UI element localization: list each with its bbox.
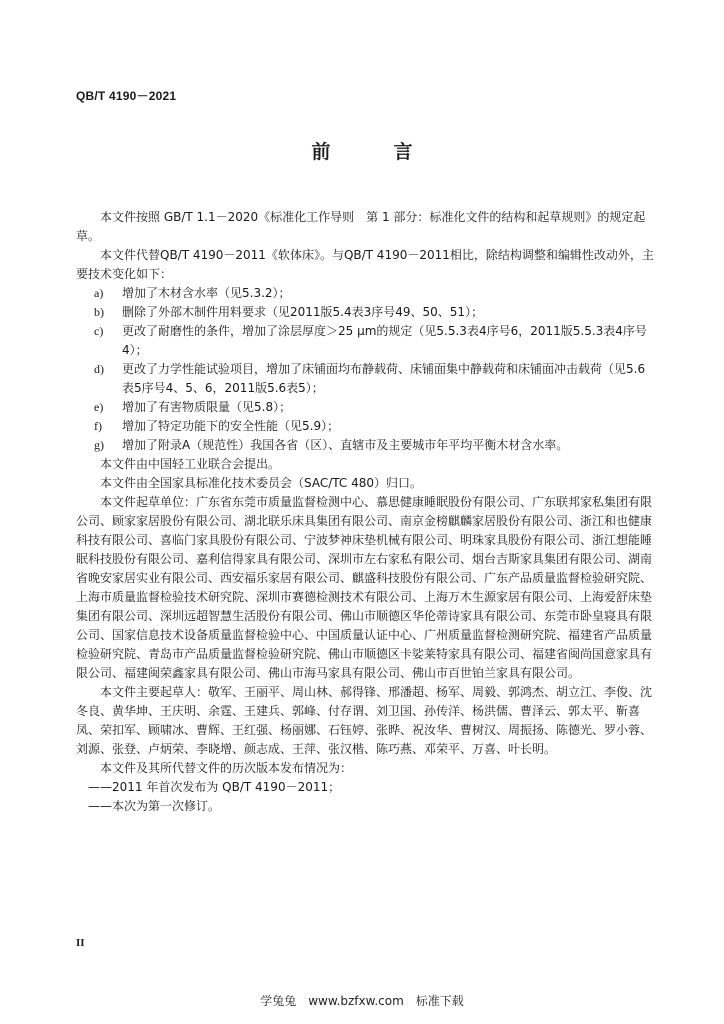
list-item-text: 更改了耐磨性的条件，增加了涂层厚度＞25 μm的规定（见5.5.3表4序号6，2011版5.5.3表4序号4）； xyxy=(122,324,647,357)
committee-paragraph: 本文件由全国家具标准化技术委员会（SAC/TC 480）归口。 xyxy=(100,476,422,490)
history-intro-paragraph: 本文件及其所代替文件的历次版本发布情况为： xyxy=(100,761,353,775)
footer-watermark: 学兔兔 www.bzfxw.com 标准下载 xyxy=(260,994,464,1008)
list-item-text: 增加了木材含水率（见5.3.2）； xyxy=(122,286,291,300)
list-item xyxy=(76,436,656,455)
list-item-label: e) xyxy=(94,400,104,414)
list-item xyxy=(76,303,656,322)
intro-paragraph-2: 本文件代替QB/T 4190－2011《软体床》。与QB/T 4190－2011相比，除结构调整和编辑性改动外，主要技术变化如下： xyxy=(76,248,654,281)
list-item xyxy=(76,284,656,303)
list-item-text: 增加了有害物质限量（见5.8）； xyxy=(122,400,292,414)
list-item-text: 更改了力学性能试验项目，增加了床铺面均布静载荷、床铺面集中静载荷和床铺面冲击载荷（见5.6表5序号4、5、6，2011版5.6表5）； xyxy=(122,362,646,395)
list-item-text: 增加了附录A（规范性）我国各省（区）、直辖市及主要城市年平均平衡木材含水率。 xyxy=(122,438,569,452)
standard-code: QB/T 4190－2021 xyxy=(76,89,177,103)
list-item-text: 删除了外部木制件用料要求（见2011版5.4表3序号49、50、51）； xyxy=(122,305,484,319)
list-item-label: b) xyxy=(94,305,104,319)
proposer-paragraph: 本文件由中国轻工业联合会提出。 xyxy=(100,457,281,471)
list-item-label: g) xyxy=(94,438,104,452)
page-number: II xyxy=(76,937,85,949)
page-title: 前 言 xyxy=(311,141,435,163)
document-body xyxy=(76,208,656,816)
list-item-label: d) xyxy=(94,362,104,376)
list-item xyxy=(76,398,656,417)
list-item xyxy=(76,360,656,398)
history-item: ——本次为第一次修订。 xyxy=(88,799,221,813)
list-item-label: c) xyxy=(94,324,104,338)
changes-list xyxy=(76,284,656,455)
list-item-label: f) xyxy=(94,419,102,433)
intro-paragraph-1: 本文件按照 GB/T 1.1－2020《标准化工作导则 第 1 部分：标准化文件的结构和起草规则》的规定起草。 xyxy=(76,210,646,243)
list-item-text: 增加了特定功能下的安全性能（见5.9）； xyxy=(122,419,340,433)
drafting-units-paragraph: 本文件起草单位：广东省东莞市质量监督检测中心、慕思健康睡眠股份有限公司、广东联邦家私集团有限公司、顾家家居股份有限公司、湖北联乐床具集团有限公司、南京金榜麒麟家居股份有限公司、浙江和也健康科技有限公司、喜临门家具股份有限公司、宁波梦神床垫机械有限公司、明珠家具股份有限公司、浙江想能睡眠科技股份有限公司、嘉利信得家具有限公司、深圳市左右家私有限公司、烟台吉斯家具集团有限公司、湖南省晚安家居实业有限公司、西安福乐家居有限公司、麒盛科技股份有限公司、广东产品质量监督检验研究院、上海市质量监督检验技术研究院、深圳市赛德检测技术有限公司、上海万木生源家居有限公司、上海爱舒床垫集团有限公司、深圳远超智慧生活股份有限公司、佛山市顺德区华伦蒂诗家具有限公司、东莞市卧皇寝具有限公司、国家信息技术设备质量监督检验中心、中国质量认证中心、广州质量监督检测研究院、福建省产品质量检验研究院、青岛市产品质量监督检验研究院、佛山市顺德区卡娑莱特家具有限公司、福建省闽尚国意家具有限公司、福建闽荣鑫家具有限公司、佛山市海马家具有限公司、佛山市百世铂兰家具有限公司。 xyxy=(76,495,653,680)
drafters-paragraph: 本文件主要起草人：敬军、王丽平、周山林、郝得锋、邢潘超、杨军、周毅、郭鸿杰、胡立江、李俊、沈冬良、黄华坤、王庆明、余霆、王建兵、郭峰、付存谓、刘卫国、孙传洋、杨洪儒、曹泽云、郭太平、靳喜凤、荣扣军、顾啸冰、曹辉、王红强、杨丽娜、石钰婷、张晔、祝汝华、曹树汉、周振扬、陈德光、罗小蓉、刘源、张登、卢炳荣、李晓增、颜志成、王萍、张汉楷、陈巧燕、邓荣平、万喜、叶长明。 xyxy=(76,685,653,756)
list-item xyxy=(76,322,656,360)
list-item-label: a) xyxy=(94,286,104,300)
history-item: ——2011 年首次发布为 QB/T 4190－2011； xyxy=(88,780,341,794)
list-item xyxy=(76,417,656,436)
